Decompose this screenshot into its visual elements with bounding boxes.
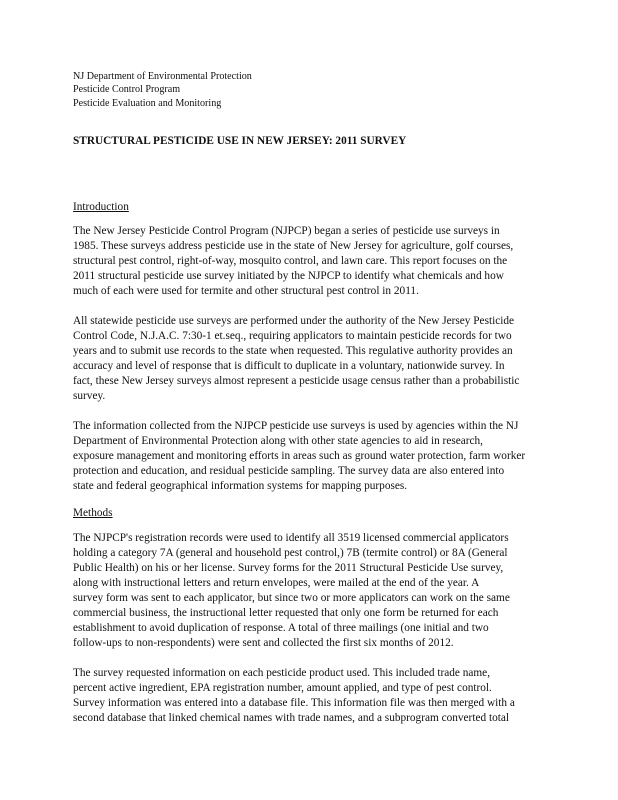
introduction-heading: Introduction — [73, 201, 129, 214]
text-line: fact, these New Jersey surveys almost represent a pesticide usage census rather than a probabilistic — [73, 375, 520, 388]
text-line: state and federal geographical information systems for mapping purposes. — [73, 480, 408, 493]
text-line: second database that linked chemical names with trade names, and a subprogram converted total — [73, 712, 510, 725]
text-line: structural pest control, right-of-way, mosquito control, and lawn care. This report focuses on the — [73, 255, 508, 268]
document-page — [73, 70, 549, 726]
introduction-paragraph-1 — [73, 224, 549, 299]
text-line: establishment to avoid duplication of response. A total of three mailings (one initial and two — [73, 622, 489, 635]
text-line: The information collected from the NJPCP pesticide use surveys is used by agencies within the NJ — [73, 420, 519, 433]
text-line: Survey information was entered into a database file. This information file was then merged with a — [73, 697, 515, 710]
introduction-paragraph-3 — [73, 419, 549, 494]
text-line: Public Health) on his or her license. Survey forms for the 2011 Structural Pesticide Use survey, — [73, 562, 504, 575]
text-line: All statewide pesticide use surveys are performed under the authority of the New Jersey Pesticide — [73, 315, 515, 328]
text-line: along with instructional letters and return envelopes, were mailed at the end of the year. A — [73, 577, 480, 590]
text-line: much of each were used for termite and other structural pest control in 2011. — [73, 285, 419, 298]
text-line: The survey requested information on each pesticide product used. This included trade name, — [73, 667, 491, 680]
header-block — [73, 70, 549, 110]
text-line: holding a category 7A (general and household pest control,) 7B (termite control) or 8A (General — [73, 547, 508, 560]
text-line: percent active ingredient, EPA registration number, amount applied, and type of pest control. — [73, 682, 492, 695]
text-line: Department of Environmental Protection along with other state agencies to aid in research, — [73, 435, 484, 448]
header-program: Pesticide Control Program — [73, 84, 181, 96]
methods-paragraph-1 — [73, 531, 549, 651]
header-department: NJ Department of Environmental Protection — [73, 71, 252, 82]
methods-paragraph-2 — [73, 666, 549, 726]
text-line: 1985. These surveys address pesticide use in the state of New Jersey for agriculture, golf courses, — [73, 240, 514, 253]
text-line: survey. — [73, 390, 106, 403]
text-line: 2011 structural pesticide use survey initiated by the NJPCP to identify what chemicals and how — [73, 270, 504, 283]
header-unit: Pesticide Evaluation and Monitoring — [73, 97, 222, 109]
text-line: The NJPCP's registration records were used to identify all 3519 licensed commercial applicators — [73, 532, 509, 545]
text-line: years and to submit use records to the state when requested. This regulative authority provides an — [73, 345, 513, 358]
text-line: follow-ups to non-respondents) were sent and collected the first six months of 2012. — [73, 637, 454, 650]
text-line: The New Jersey Pesticide Control Program (NJPCP) began a series of pesticide use surveys in — [73, 225, 500, 238]
text-line: commercial business, the instructional letter requested that only one form be returned for each — [73, 607, 499, 620]
text-line: protection and education, and residual pesticide sampling. The survey data are also entered into — [73, 465, 505, 478]
introduction-paragraph-2 — [73, 314, 549, 404]
text-line: accuracy and level of response that is difficult to duplicate in a voluntary, nationwide survey. In — [73, 360, 505, 373]
text-line: survey form was sent to each applicator, but since two or more applicators can work on the same — [73, 592, 510, 605]
text-line: exposure management and monitoring efforts in areas such as ground water protection, farm worker — [73, 450, 526, 463]
document-title: STRUCTURAL PESTICIDE USE IN NEW JERSEY: 2011 SURVEY — [73, 135, 407, 148]
text-line: Control Code, N.J.A.C. 7:30-1 et.seq., requiring applicators to maintain pesticide records for two — [73, 330, 512, 343]
methods-heading: Methods — [73, 507, 113, 520]
